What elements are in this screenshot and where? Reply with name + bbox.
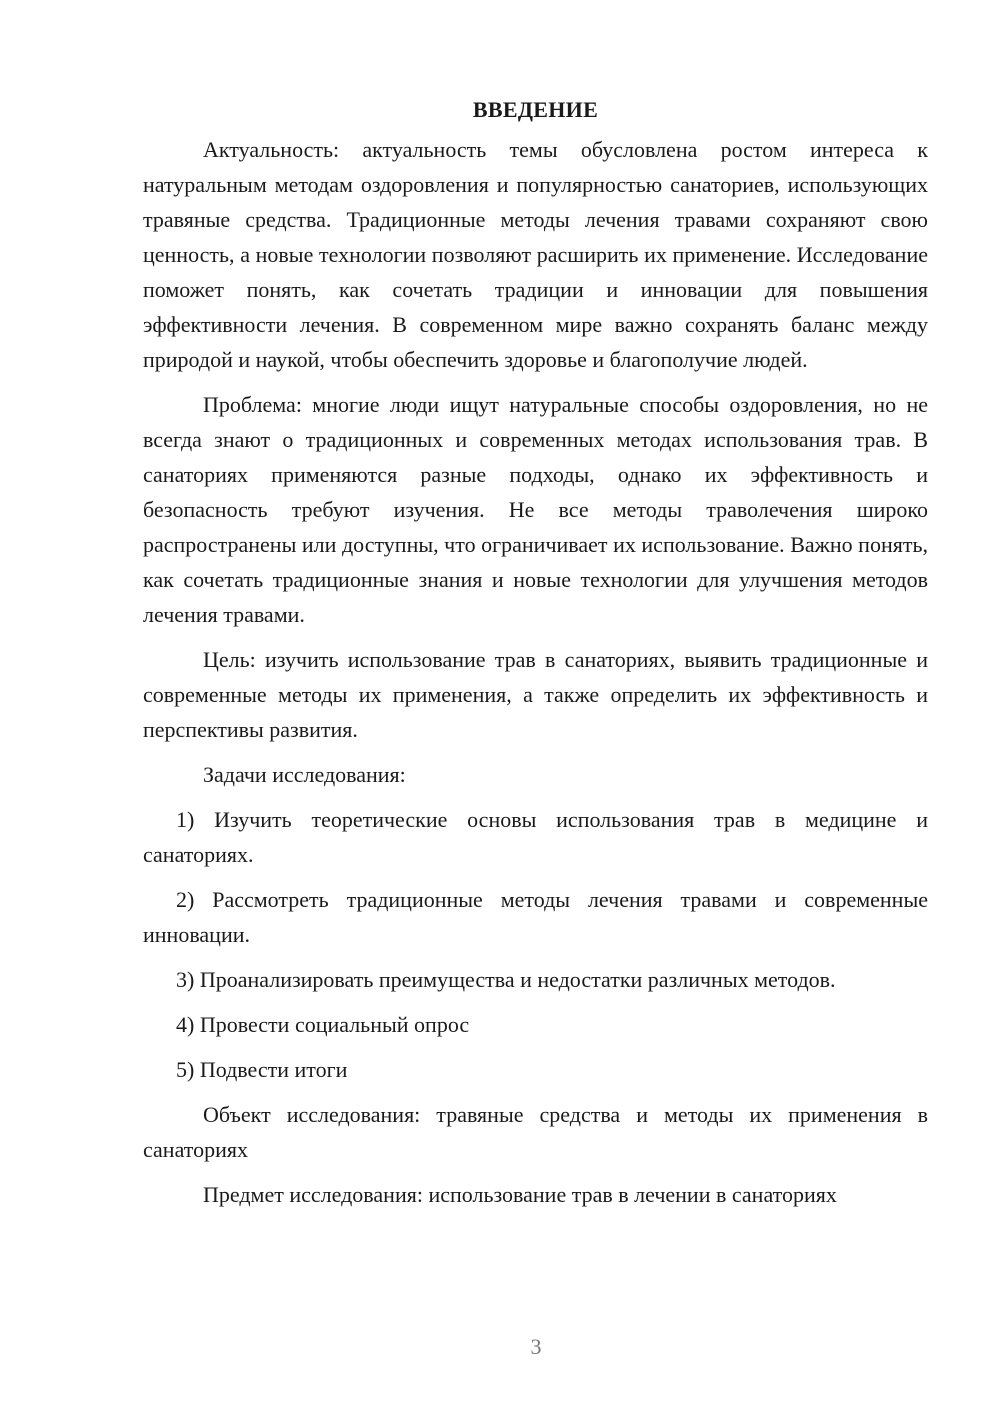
section-title: ВВЕДЕНИЕ [472,97,599,122]
object-paragraph: Объект исследования: травяные средства и методы их применения в санаториях [143,1102,928,1162]
task-item-3: 3) Проанализировать преимущества и недостатки различных методов. [176,967,836,992]
task-item-4: 4) Провести социальный опрос [176,1012,470,1037]
task-item-5: 5) Подвести итоги [176,1057,348,1082]
goal-paragraph: Цель: изучить использование трав в санаториях, выявить традиционные и современные методы их применения, а также определить их эффективность и перспективы развития. [143,647,928,742]
document-page [143,92,928,1222]
problem-paragraph: Проблема: многие люди ищут натуральные способы оздоровления, но не всегда знают о традиционных и современных методах использования трав. В санаториях применяются разные подходы, однако их эффективность и безопасность требуют изучения. Не все методы траволечения широко распространены или доступны, что ограничивает их использование. Важно понять, как сочетать традиционные знания и новые технологии для улучшения методов лечения травами. [143,392,928,627]
page-number: 3 [530,1334,542,1359]
relevance-paragraph: Актуальность: актуальность темы обусловлена ростом интереса к натуральным методам оздоровления и популярностью санаториев, использующих травяные средства. Традиционные методы лечения травами сохраняют свою ценность, а новые технологии позволяют расширить их применение. Исследование поможет понять, как сочетать традиции и инновации для повышения эффективности лечения. В современном мире важно сохранять баланс между природой и наукой, чтобы обеспечить здоровье и благополучие людей. [143,137,928,372]
tasks-list [143,802,928,1087]
subject-paragraph: Предмет исследования: использование трав в лечении в санаториях [203,1182,837,1207]
task-item-2: 2) Рассмотреть традиционные методы лечения травами и современные инновации. [143,887,928,947]
task-item-1: 1) Изучить теоретические основы использования трав в медицине и санаториях. [143,807,928,867]
tasks-heading: Задачи исследования: [203,762,406,787]
